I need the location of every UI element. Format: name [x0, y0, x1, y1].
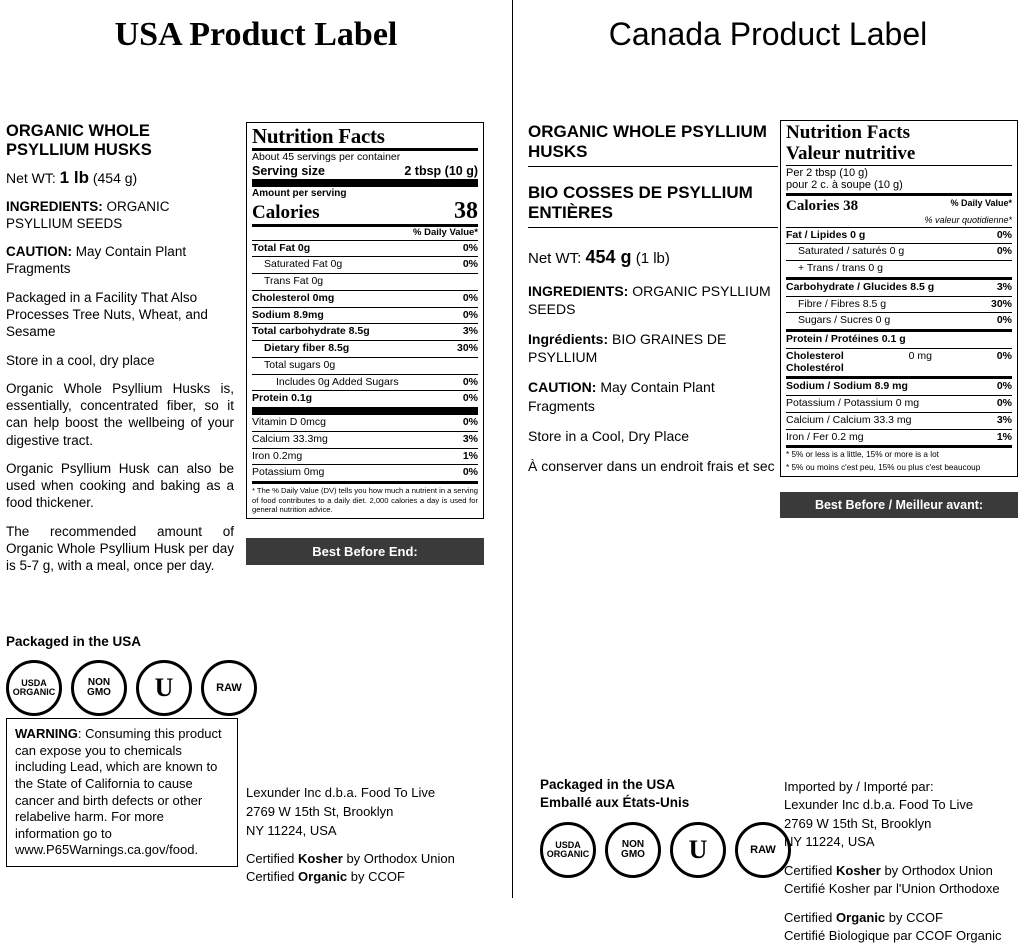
usa-serving-size-value: 2 tbsp (10 g): [404, 163, 478, 178]
warning-text: : Consuming this product can expose you to chemicals including Lead, which are known to the State of California to cause cancer and birth defects or other relabelive harm. For more information go to www.P65Warnings.ca.gov/food.: [15, 726, 222, 858]
canada-cert-organic: Certified Organic by CCOF: [784, 909, 943, 925]
table-row: Sodium 8.9mg 0%: [252, 308, 478, 321]
canada-dv-header-fr: % valeur quotidienne*: [924, 215, 1012, 226]
usa-micronutrient-rows: [252, 416, 478, 480]
canada-net-weight-label: Net WT:: [528, 250, 582, 268]
usa-nutrition-facts-panel: [246, 122, 484, 519]
usa-net-weight-value: 1 lb: [59, 167, 89, 187]
canada-product-name: ORGANIC WHOLE PSYLLIUM HUSKS: [528, 122, 767, 161]
canada-best-before-bar: Best Before / Meilleur avant:: [780, 492, 1018, 518]
canada-chol-label-en: Cholesterol: [786, 349, 844, 362]
table-row: Carbohydrate / Glucides 8.5 g 3%: [786, 280, 1012, 293]
table-row: Fibre / Fibres 8.5 g 30%: [798, 297, 1012, 310]
usa-usage: Organic Psyllium Husk can also be used when cooking and baking as a food thickener.: [6, 460, 234, 511]
usa-facility-note: Packaged in a Facility That Also Processes Tree Nuts, Wheat, and Sesame: [6, 289, 208, 340]
table-row: Sugars / Sucres 0 g 0%: [798, 314, 1012, 327]
usa-net-weight-alt: (454 g): [92, 169, 138, 186]
address-line: Lexunder Inc d.b.a. Food To Live: [784, 797, 974, 813]
canada-ingredients-label: INGREDIENTS:: [528, 282, 629, 299]
kosher-union-seal: U: [136, 660, 192, 716]
table-row: Total sugars 0g: [264, 358, 336, 371]
canada-ingredients-fr: [528, 330, 778, 366]
canada-imported-by-label: Imported by / Importé par:: [784, 779, 934, 794]
table-row: Protein 0.1g 0%: [252, 392, 478, 405]
canada-net-weight: [528, 246, 778, 269]
usa-panel: [0, 0, 512, 898]
usda-organic-seal: USDA ORGANIC: [6, 660, 62, 716]
canada-cert-organic-fr: Certifié Biologique par CCOF Organic: [784, 928, 1002, 944]
canada-chol-label-fr: Cholestérol: [786, 361, 844, 374]
raw-seal: RAW: [735, 822, 791, 878]
canada-cert-kosher-fr: Certifié Kosher par l'Union Orthodoxe: [784, 881, 1000, 897]
canada-storage: Store in a Cool, Dry Place: [528, 427, 690, 444]
usa-nutrient-rows: [252, 242, 478, 407]
usa-ingredients-label: INGREDIENTS:: [6, 198, 103, 214]
canada-storage-fr: À conserver dans un endroit frais et sec: [528, 457, 775, 474]
canada-importer-block: [784, 778, 1020, 946]
usa-daily-value-header: % Daily Value*: [413, 226, 478, 238]
table-row: Calcium / Calcium 33.3 mg 3%: [786, 413, 1012, 426]
table-row: Protein / Protéines 0.1 g: [786, 333, 906, 346]
table-row: Vitamin D 0mcg 0%: [252, 416, 478, 429]
canada-packaged-in: [540, 776, 689, 812]
usa-calories-label: Calories: [252, 201, 320, 223]
table-row: + Trans / trans 0 g: [798, 262, 883, 275]
usa-packaged-in: Packaged in the USA: [6, 634, 142, 649]
canada-nutrition-facts-panel: [780, 120, 1018, 477]
table-row: Fat / Lipides 0 g 0%: [786, 228, 1012, 241]
raw-seal: RAW: [201, 660, 257, 716]
canada-chol-dv: 0%: [996, 349, 1012, 362]
canada-serving-fr: pour 2 c. à soupe (10 g): [786, 179, 903, 192]
usa-cert-organic: Certified Organic by CCOF: [246, 869, 405, 885]
usa-storage-note: Store in a cool, dry place: [6, 352, 155, 368]
usa-net-weight: [6, 167, 234, 189]
usa-description: Organic Whole Psyllium Husks is, essentially, concentrated fiber, so it can help boost the wellbeing of your digestive tract.: [6, 380, 234, 448]
table-row: Calcium 33.3mg 3%: [252, 432, 478, 445]
table-row: Saturated / saturés 0 g 0%: [798, 245, 1012, 258]
canada-footnote-en: * 5% or less is a little, 15% or more is a lot: [786, 450, 939, 460]
canada-cert-kosher: Certified Kosher by Orthodox Union: [784, 862, 993, 878]
usa-caution-label: CAUTION:: [6, 244, 72, 260]
canada-nutrition-title-en: Nutrition Facts: [786, 122, 911, 143]
canada-certification-seals: [540, 822, 791, 878]
canada-net-weight-alt: (1 lb): [635, 250, 670, 268]
canada-ingredients-value: ORGANIC PSYLLIUM SEEDS: [528, 282, 771, 317]
table-row: Sodium / Sodium 8.9 mg 0%: [786, 380, 1012, 393]
address-line: NY 11224, USA: [246, 822, 337, 838]
table-row: Includes 0g Added Sugars 0%: [276, 375, 478, 388]
canada-chol-value: 0 mg: [908, 349, 932, 362]
canada-calories: Calories 38: [786, 197, 859, 214]
non-gmo-seal: NON GMO: [605, 822, 661, 878]
usa-serving-size-label: Serving size: [252, 163, 325, 178]
table-row: Total Fat 0g 0%: [252, 241, 478, 254]
non-gmo-seal: NON GMO: [71, 660, 127, 716]
table-row: Trans Fat 0g: [264, 275, 324, 288]
usa-company-address: [246, 784, 496, 887]
address-line: NY 11224, USA: [784, 834, 875, 850]
table-row: Iron / Fer 0.2 mg 1%: [786, 430, 1012, 443]
canada-net-weight-value: 454 g: [585, 247, 632, 268]
table-row: Dietary fiber 8.5g 30%: [264, 342, 478, 355]
usa-nutrition-footnote: * The % Daily Value (DV) tells you how much a nutrient in a serving of food contributes to a daily diet. 2,000 calories a day is used for general nutrition advice.: [252, 486, 478, 515]
canada-name-underline: [528, 166, 778, 167]
canada-panel-title: Canada Product Label: [608, 16, 928, 52]
table-row: Iron 0.2mg 1%: [252, 449, 478, 462]
address-line: 2769 W 15th St, Brooklyn: [784, 815, 932, 831]
canada-dv-header-en: % Daily Value*: [950, 197, 1012, 208]
canada-caution-label: CAUTION:: [528, 379, 597, 396]
canada-ingredients-value-fr: BIO GRAINES DE PSYLLIUM: [528, 330, 727, 366]
canada-caution: [528, 378, 778, 414]
usa-product-name: ORGANIC WHOLE PSYLLIUM HUSKS: [6, 122, 152, 159]
canada-footnote-fr: * 5% ou moins c'est peu, 15% ou plus c'est beaucoup: [786, 462, 981, 472]
canada-cholesterol-row: [786, 350, 1012, 376]
usa-caution: [6, 243, 234, 278]
canada-caution-value: May Contain Plant Fragments: [528, 379, 715, 414]
usa-caution-value: May Contain Plant Fragments: [6, 244, 187, 277]
usa-amount-per-serving: Amount per serving: [252, 187, 347, 199]
address-line: Lexunder Inc d.b.a. Food To Live: [246, 785, 436, 800]
canada-name-fr-underline: [528, 227, 778, 228]
table-row: Total carbohydrate 8.5g 3%: [252, 325, 478, 338]
table-row: Potassium / Potassium 0 mg 0%: [786, 397, 1012, 410]
canada-ingredients: [528, 282, 778, 318]
prop65-warning-box: [6, 718, 238, 867]
canada-packaged-in-en: Packaged in the USA: [540, 777, 676, 792]
canada-packaged-in-fr: Emballé aux États-Unis: [540, 795, 690, 811]
canada-nutrition-title-fr: Valeur nutritive: [786, 142, 916, 164]
usa-best-before-bar: Best Before End:: [246, 538, 484, 565]
usa-recommendation: The recommended amount of Organic Whole Psyllium Husk per day is 5-7 g, with a meal, once per day.: [6, 523, 234, 574]
usa-text-column: [6, 122, 234, 585]
usa-certification-seals: [6, 660, 257, 716]
usa-net-weight-label: Net WT:: [6, 169, 56, 186]
usa-servings-per-container: About 45 servings per container: [252, 151, 401, 164]
table-row: Saturated Fat 0g 0%: [264, 258, 478, 271]
canada-serving-en: Per 2 tbsp (10 g): [786, 167, 868, 180]
usa-ingredients-value: ORGANIC PSYLLIUM SEEDS: [6, 198, 170, 231]
usda-organic-seal: USDA ORGANIC: [540, 822, 596, 878]
kosher-union-seal: U: [670, 822, 726, 878]
canada-text-column: [528, 122, 778, 475]
table-row: Potassium 0mg 0%: [252, 466, 478, 479]
warning-label: WARNING: [15, 726, 78, 741]
usa-calories-row: [252, 199, 478, 223]
canada-calories-row: [786, 197, 1012, 216]
usa-nutrition-title: Nutrition Facts: [252, 124, 385, 148]
canada-product-name-fr: BIO COSSES DE PSYLLIUM ENTIÈRES: [528, 183, 753, 222]
usa-ingredients: [6, 198, 234, 233]
usa-cert-kosher: Certified Kosher by Orthodox Union: [246, 850, 455, 866]
table-row: Cholesterol 0mg 0%: [252, 291, 478, 304]
usa-panel-title: USA Product Label: [114, 16, 398, 53]
address-line: 2769 W 15th St, Brooklyn: [246, 803, 394, 819]
usa-calories-value: 38: [454, 197, 478, 224]
canada-ingredients-label-fr: Ingrédients:: [528, 330, 609, 347]
usa-serving-size-row: [252, 164, 478, 178]
